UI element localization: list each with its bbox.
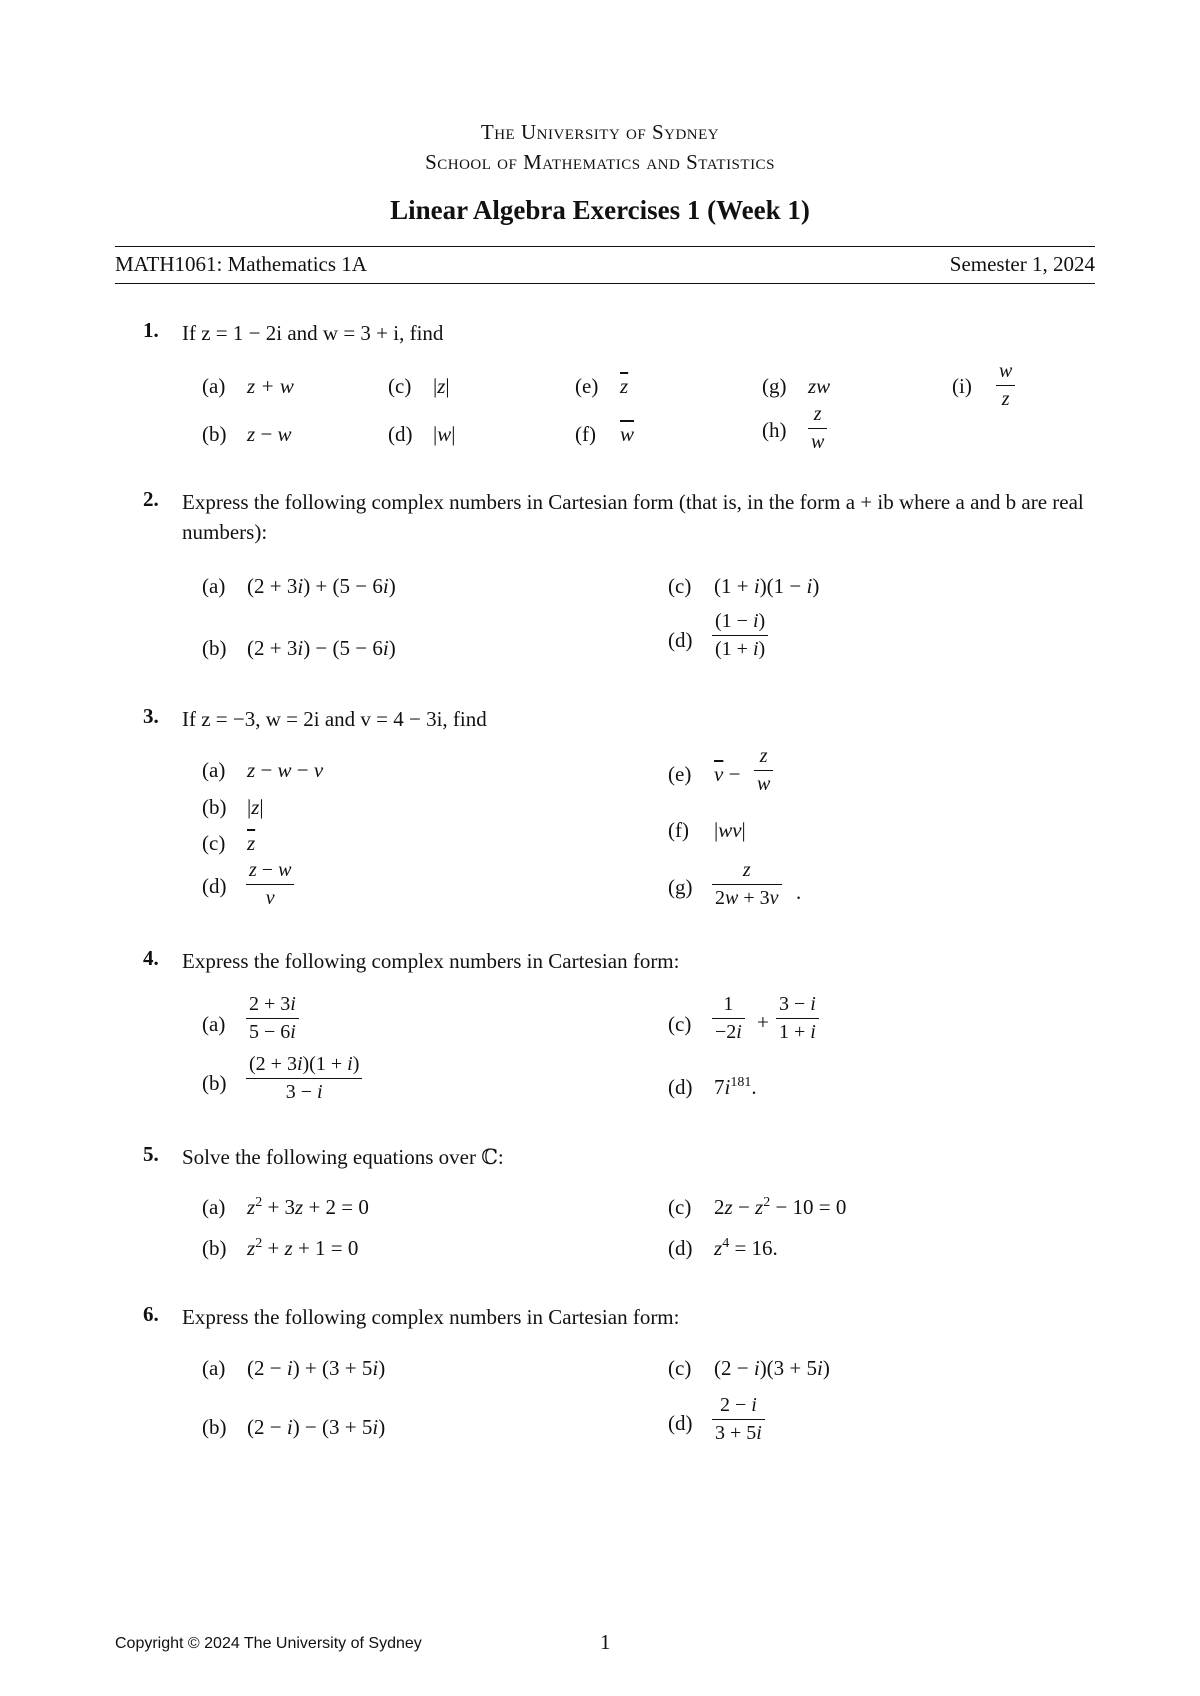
part-label: (b) bbox=[202, 422, 227, 446]
expression: $\overline{z}$ bbox=[247, 831, 256, 855]
fraction: 3 − i 1 + i bbox=[776, 993, 819, 1044]
part-label: (f) bbox=[668, 818, 689, 842]
part-label: (b) bbox=[202, 795, 227, 819]
question-text: Solve the following equations over ℂ: bbox=[182, 1145, 504, 1169]
university-name: The University of Sydney bbox=[480, 120, 720, 144]
part-label: (d) bbox=[668, 1236, 693, 1260]
part-label: (d) bbox=[668, 1075, 693, 1099]
part-label: (d) bbox=[668, 1411, 693, 1435]
expression: $\overline{w}$ bbox=[620, 422, 635, 446]
part-label: (d) bbox=[668, 628, 693, 652]
part-label: (c) bbox=[202, 831, 226, 855]
expression: zw bbox=[808, 374, 831, 398]
expression: z − w − v bbox=[247, 758, 324, 782]
fraction: z 2w + 3v bbox=[712, 859, 782, 910]
top-rule bbox=[115, 246, 1095, 247]
expression: $z^2 + 3z + 2 = 0$ bbox=[247, 1195, 369, 1219]
fraction: 1 −2i bbox=[712, 993, 745, 1044]
part-label: (a) bbox=[202, 1356, 226, 1380]
question-text: Express the following complex numbers in Cartesian form (that is, in the form a + ib where a and b are real numbers): bbox=[182, 490, 1084, 544]
question-text: If z = −3, w = 2i and v = 4 − 3i, find bbox=[182, 707, 487, 731]
part-label: (g) bbox=[668, 875, 693, 899]
question-number: 3. bbox=[143, 704, 159, 728]
expression: |wv| bbox=[714, 818, 746, 842]
expression: (1 + i)(1 − i) bbox=[714, 574, 820, 598]
operator: + bbox=[757, 1010, 769, 1034]
part-label: (a) bbox=[202, 574, 226, 598]
fraction: z − w v bbox=[246, 859, 294, 910]
question-number: 2. bbox=[143, 487, 159, 511]
semester-label: Semester 1, 2024 bbox=[949, 252, 1095, 276]
expression: (2 + 3i) + (5 − 6i) bbox=[247, 574, 396, 598]
part-label: (a) bbox=[202, 1012, 226, 1036]
page-title: Linear Algebra Exercises 1 (Week 1) bbox=[390, 195, 810, 225]
part-label: (h) bbox=[762, 418, 787, 442]
fraction: (1 − i) (1 + i) bbox=[712, 610, 768, 661]
expression: (2 − i)(3 + 5i) bbox=[714, 1356, 830, 1380]
part-label: (c) bbox=[668, 1012, 692, 1036]
part-label: (e) bbox=[668, 762, 692, 786]
part-label: (b) bbox=[202, 636, 227, 660]
part-label: (c) bbox=[388, 374, 412, 398]
question-number: 6. bbox=[143, 1302, 159, 1326]
part-label: (b) bbox=[202, 1236, 227, 1260]
part-label: (f) bbox=[575, 422, 596, 446]
part-label: (c) bbox=[668, 1195, 692, 1219]
fraction: z w bbox=[754, 745, 773, 796]
expression: z + w bbox=[247, 374, 294, 398]
question-number: 5. bbox=[143, 1142, 159, 1166]
expression: $2z - z^2 - 10 = 0$ bbox=[714, 1195, 847, 1219]
question-number: 4. bbox=[143, 946, 159, 970]
part-label: (d) bbox=[202, 874, 227, 898]
part-label: (b) bbox=[202, 1071, 227, 1095]
expression: |w| bbox=[433, 422, 456, 446]
expression: |z| bbox=[433, 374, 450, 398]
part-label: (c) bbox=[668, 1356, 692, 1380]
question-text: If z = 1 − 2i and w = 3 + i, find bbox=[182, 321, 444, 345]
course-code: MATH1061: Mathematics 1A bbox=[115, 252, 367, 276]
part-label: (a) bbox=[202, 374, 226, 398]
copyright-notice: Copyright © 2024 The University of Sydney bbox=[115, 1635, 422, 1652]
part-label: (g) bbox=[762, 374, 787, 398]
expression: z − w bbox=[247, 422, 292, 446]
fraction: 2 + 3i 5 − 6i bbox=[246, 993, 299, 1044]
question-text: Express the following complex numbers in Cartesian form: bbox=[182, 1305, 680, 1329]
part-label: (d) bbox=[388, 422, 413, 446]
school-name: School of Mathematics and Statistics bbox=[425, 150, 775, 174]
fraction: z w bbox=[808, 403, 827, 454]
expression: $z^4 = 16$. bbox=[714, 1236, 778, 1260]
expression: (2 − i) − (3 + 5i) bbox=[247, 1415, 386, 1439]
expression: $7i^{181}$. bbox=[714, 1075, 757, 1099]
part-label: (c) bbox=[668, 574, 692, 598]
part-label: (e) bbox=[575, 374, 599, 398]
expression: $\overline{z}$ bbox=[620, 374, 629, 398]
expression: |z| bbox=[247, 795, 264, 819]
expression: (2 + 3i) − (5 − 6i) bbox=[247, 636, 396, 660]
question-number: 1. bbox=[143, 318, 159, 342]
expression: (2 − i) + (3 + 5i) bbox=[247, 1356, 386, 1380]
page-number: 1 bbox=[600, 1630, 611, 1654]
part-label: (b) bbox=[202, 1415, 227, 1439]
bottom-rule bbox=[115, 283, 1095, 284]
question-text: Express the following complex numbers in Cartesian form: bbox=[182, 949, 680, 973]
fraction: w z bbox=[996, 360, 1015, 411]
part-label: (i) bbox=[952, 374, 972, 398]
fraction: (2 + 3i)(1 + i) 3 − i bbox=[246, 1053, 362, 1104]
expression: $\overline{v}$ − bbox=[714, 762, 741, 786]
part-label: (a) bbox=[202, 1195, 226, 1219]
part-label: (a) bbox=[202, 758, 226, 782]
fraction: 2 − i 3 + 5i bbox=[712, 1394, 765, 1445]
expression: $z^2 + z + 1 = 0$ bbox=[247, 1236, 359, 1260]
punctuation: . bbox=[796, 880, 802, 904]
